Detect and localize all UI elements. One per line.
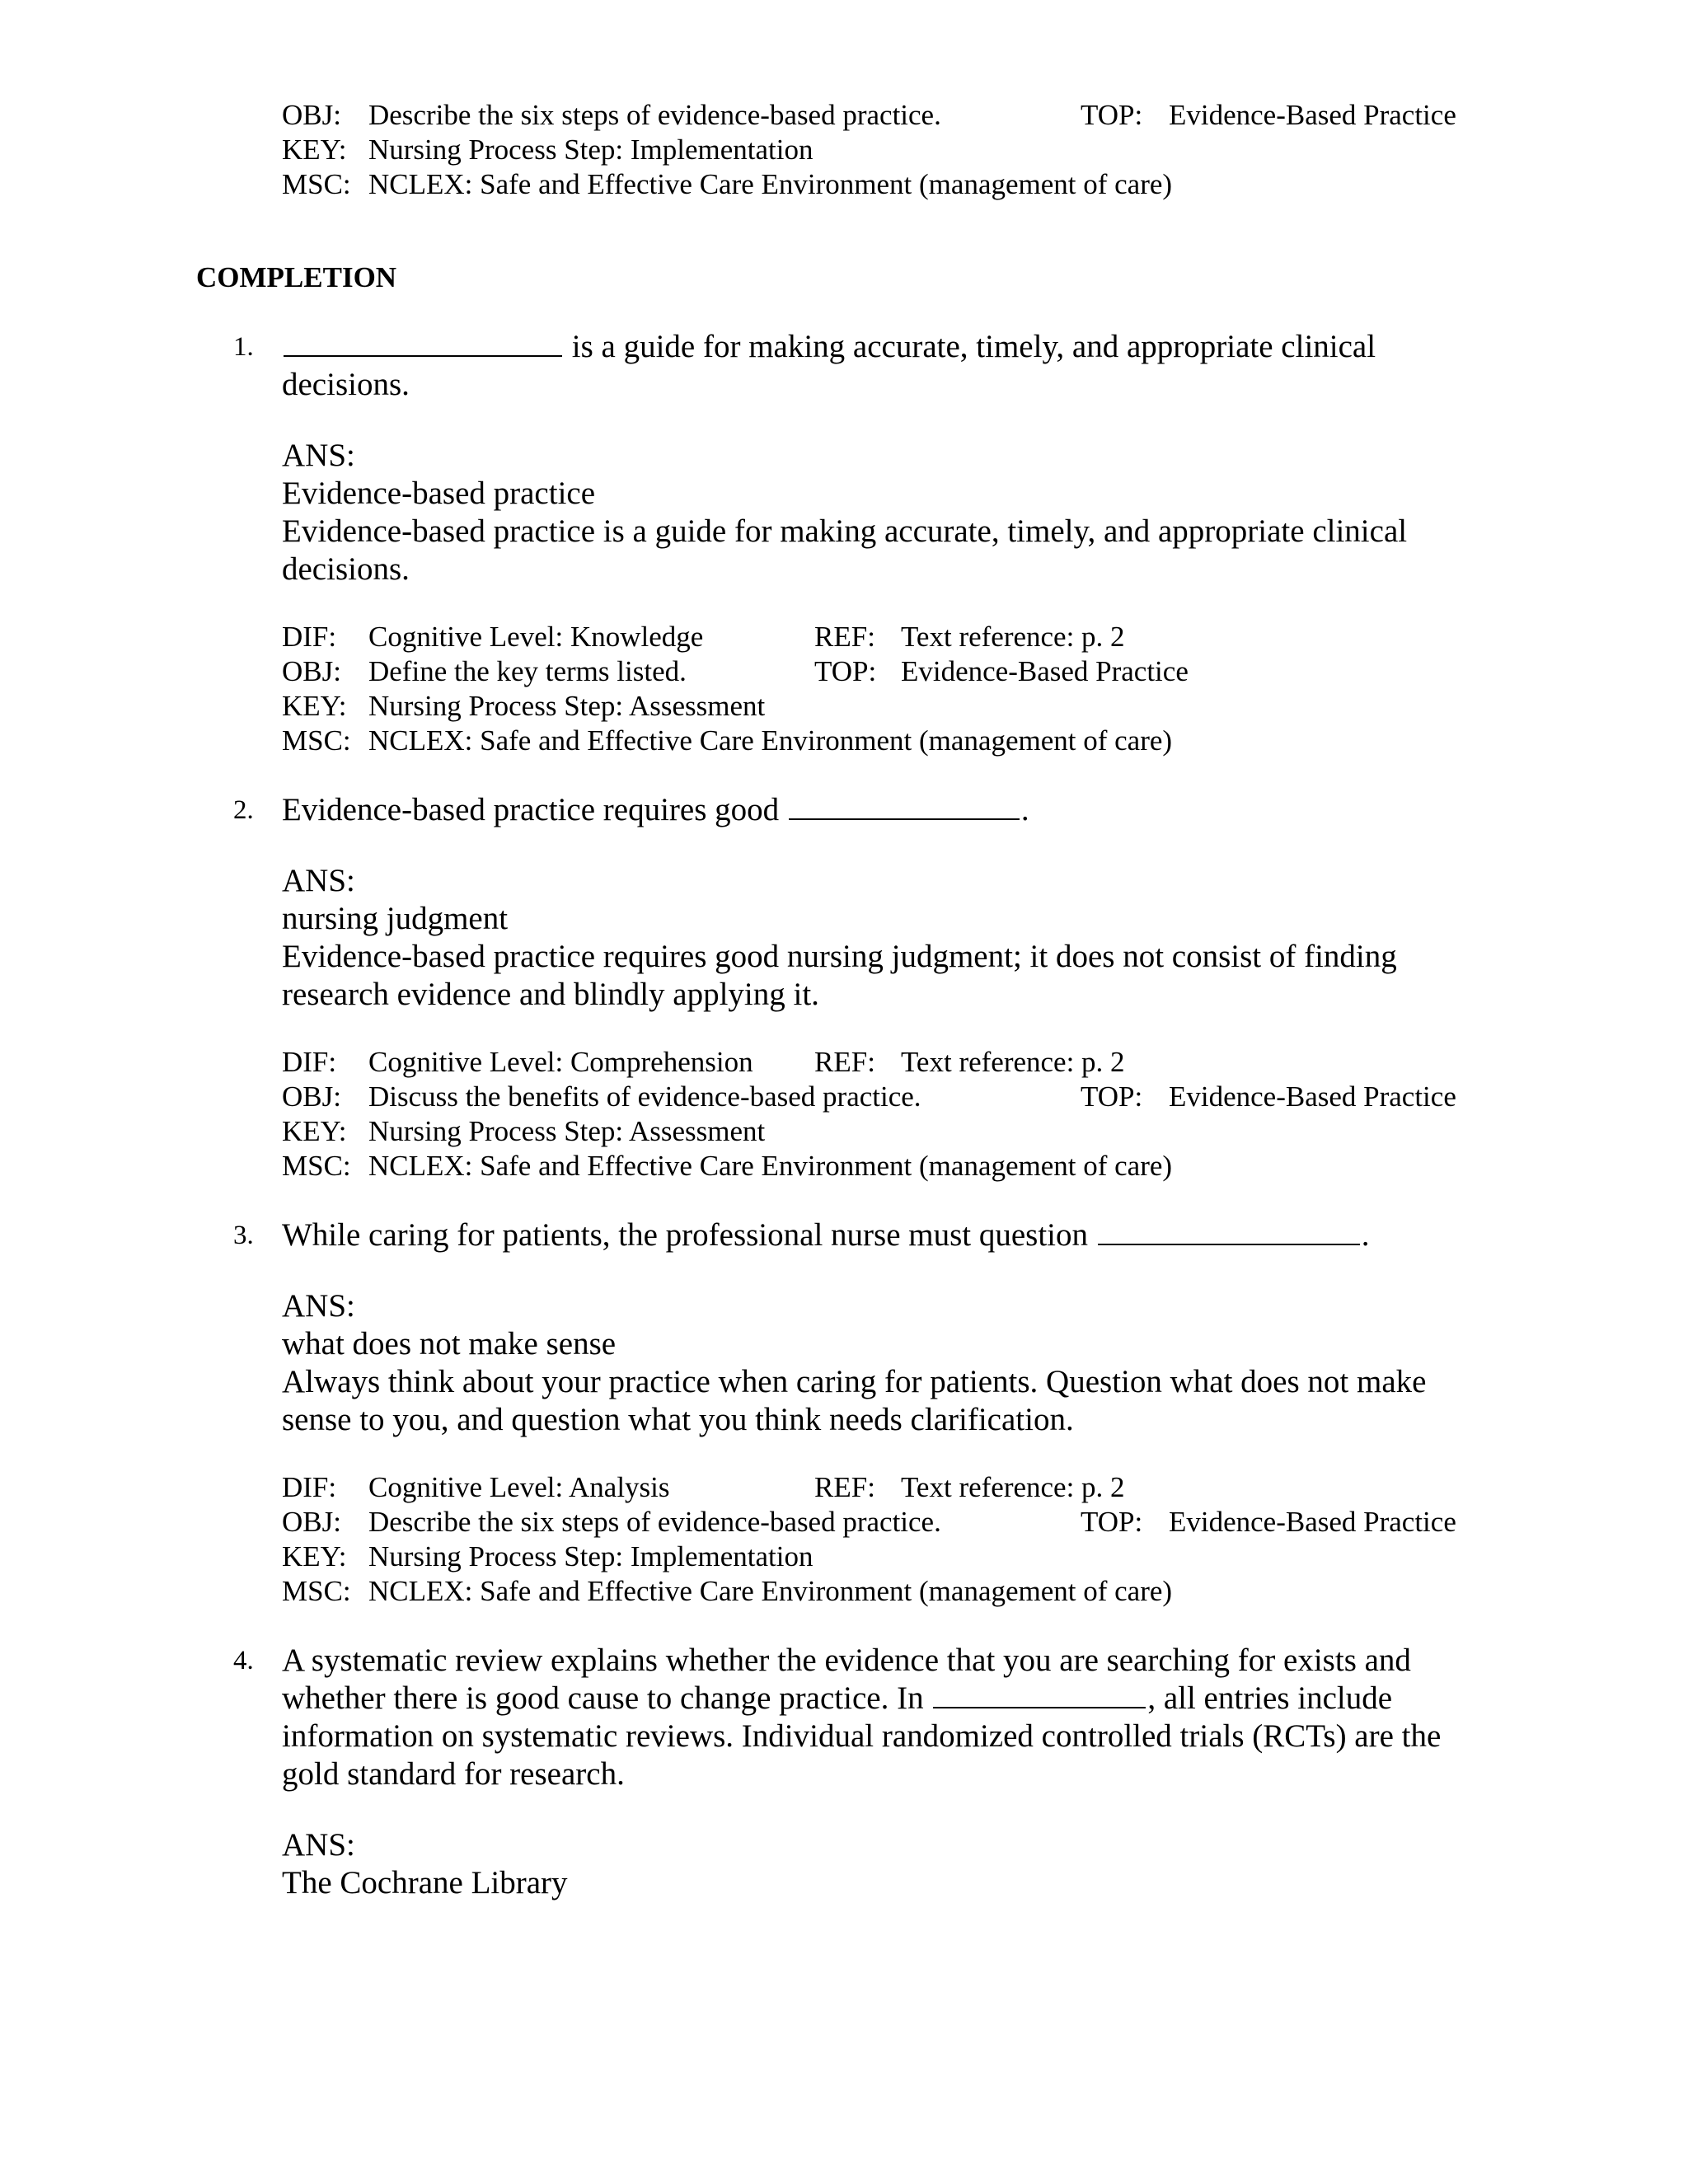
answer-blank	[933, 1706, 1146, 1708]
obj-value: Define the key terms listed.	[368, 655, 687, 687]
rationale-line1: Evidence-based practice is a guide for making accurate, timely, and appropriate clinical	[282, 513, 1408, 549]
dif-value: Cognitive Level: Knowledge	[368, 621, 704, 653]
key-label: KEY:	[282, 1540, 347, 1572]
top-value: Evidence-Based Practice	[1169, 99, 1456, 131]
question-stem: is a guide for making accurate, timely, and appropriate clinical	[282, 328, 1477, 366]
rationale-line1: Evidence-based practice requires good nursing judgment; it does not consist of finding	[282, 939, 1397, 974]
rationale-line1: Always think about your practice when caring for patients. Question what does not make	[282, 1364, 1427, 1399]
section-heading: COMPLETION	[196, 261, 397, 293]
msc-label: MSC:	[282, 724, 351, 757]
obj-label: OBJ:	[282, 655, 341, 687]
ref-value: Text reference: p. 2	[901, 1046, 1125, 1078]
obj-value: Discuss the benefits of evidence-based practice.	[368, 1080, 921, 1113]
dif-label: DIF:	[282, 621, 337, 653]
question-number: 4.	[233, 1646, 254, 1675]
answer-text: Evidence-based practice	[282, 476, 596, 511]
key-label: KEY:	[282, 1115, 347, 1147]
msc-value: NCLEX: Safe and Effective Care Environment (management of care)	[368, 168, 1173, 200]
question-stem-line3: information on systematic reviews. Individual randomized controlled trials (RCTs) are the	[282, 1718, 1442, 1754]
ref-value: Text reference: p. 2	[901, 621, 1125, 653]
msc-label: MSC:	[282, 1575, 351, 1607]
key-value: Nursing Process Step: Assessment	[368, 1115, 766, 1147]
obj-label: OBJ:	[282, 99, 341, 131]
key-value: Nursing Process Step: Implementation	[368, 134, 814, 166]
answer-text: The Cochrane Library	[282, 1865, 568, 1900]
key-label: KEY:	[282, 134, 347, 166]
msc-value: NCLEX: Safe and Effective Care Environment (management of care)	[368, 1150, 1173, 1182]
question-stem: Evidence-based practice requires good .	[282, 792, 1029, 827]
msc-label: MSC:	[282, 168, 351, 200]
question-number: 1.	[233, 332, 254, 362]
obj-value: Describe the six steps of evidence-based practice.	[368, 1506, 941, 1538]
dif-label: DIF:	[282, 1471, 337, 1503]
msc-value: NCLEX: Safe and Effective Care Environment (management of care)	[368, 724, 1173, 757]
question-stem-line2: whether there is good cause to change practice. In , all entries include	[282, 1680, 1393, 1716]
question-number: 2.	[233, 795, 254, 825]
ref-value: Text reference: p. 2	[901, 1471, 1125, 1503]
ans-label: ANS:	[282, 863, 355, 898]
answer-text: nursing judgment	[282, 901, 509, 936]
msc-value: NCLEX: Safe and Effective Care Environment (management of care)	[368, 1575, 1173, 1607]
dif-value: Cognitive Level: Analysis	[368, 1471, 670, 1503]
dif-label: DIF:	[282, 1046, 337, 1078]
top-value: Evidence-Based Practice	[1169, 1506, 1456, 1538]
rationale-line2: research evidence and blindly applying it.	[282, 977, 819, 1012]
ans-label: ANS:	[282, 438, 355, 473]
answer-text: what does not make sense	[282, 1326, 617, 1361]
ans-label: ANS:	[282, 1288, 355, 1324]
question-stem-line1: A systematic review explains whether the evidence that you are searching for exists and	[282, 1643, 1411, 1678]
top-label: TOP:	[1081, 1080, 1143, 1113]
obj-value: Describe the six steps of evidence-based practice.	[368, 99, 941, 131]
answer-blank	[284, 354, 562, 357]
ref-label: REF:	[814, 1046, 875, 1078]
answer-blank	[789, 818, 1020, 820]
question-stem-line4: gold standard for research.	[282, 1756, 625, 1792]
dif-value: Cognitive Level: Comprehension	[368, 1046, 753, 1078]
obj-label: OBJ:	[282, 1506, 341, 1538]
answer-blank	[1098, 1243, 1360, 1245]
ref-label: REF:	[814, 621, 875, 653]
rationale-line2: decisions.	[282, 551, 410, 587]
ans-label: ANS:	[282, 1827, 355, 1863]
top-value: Evidence-Based Practice	[901, 655, 1189, 687]
msc-label: MSC:	[282, 1150, 351, 1182]
top-value: Evidence-Based Practice	[1169, 1080, 1456, 1113]
question-stem: While caring for patients, the professional nurse must question .	[282, 1217, 1370, 1253]
question-number: 3.	[233, 1221, 254, 1250]
top-label: TOP:	[1081, 1506, 1143, 1538]
ref-label: REF:	[814, 1471, 875, 1503]
rationale-line2: sense to you, and question what you think needs clarification.	[282, 1402, 1074, 1437]
obj-label: OBJ:	[282, 1080, 341, 1113]
key-value: Nursing Process Step: Implementation	[368, 1540, 814, 1572]
top-label: TOP:	[1081, 99, 1143, 131]
key-label: KEY:	[282, 690, 347, 722]
key-value: Nursing Process Step: Assessment	[368, 690, 766, 722]
top-label: TOP:	[814, 655, 877, 687]
question-stem-line2: decisions.	[282, 367, 410, 402]
